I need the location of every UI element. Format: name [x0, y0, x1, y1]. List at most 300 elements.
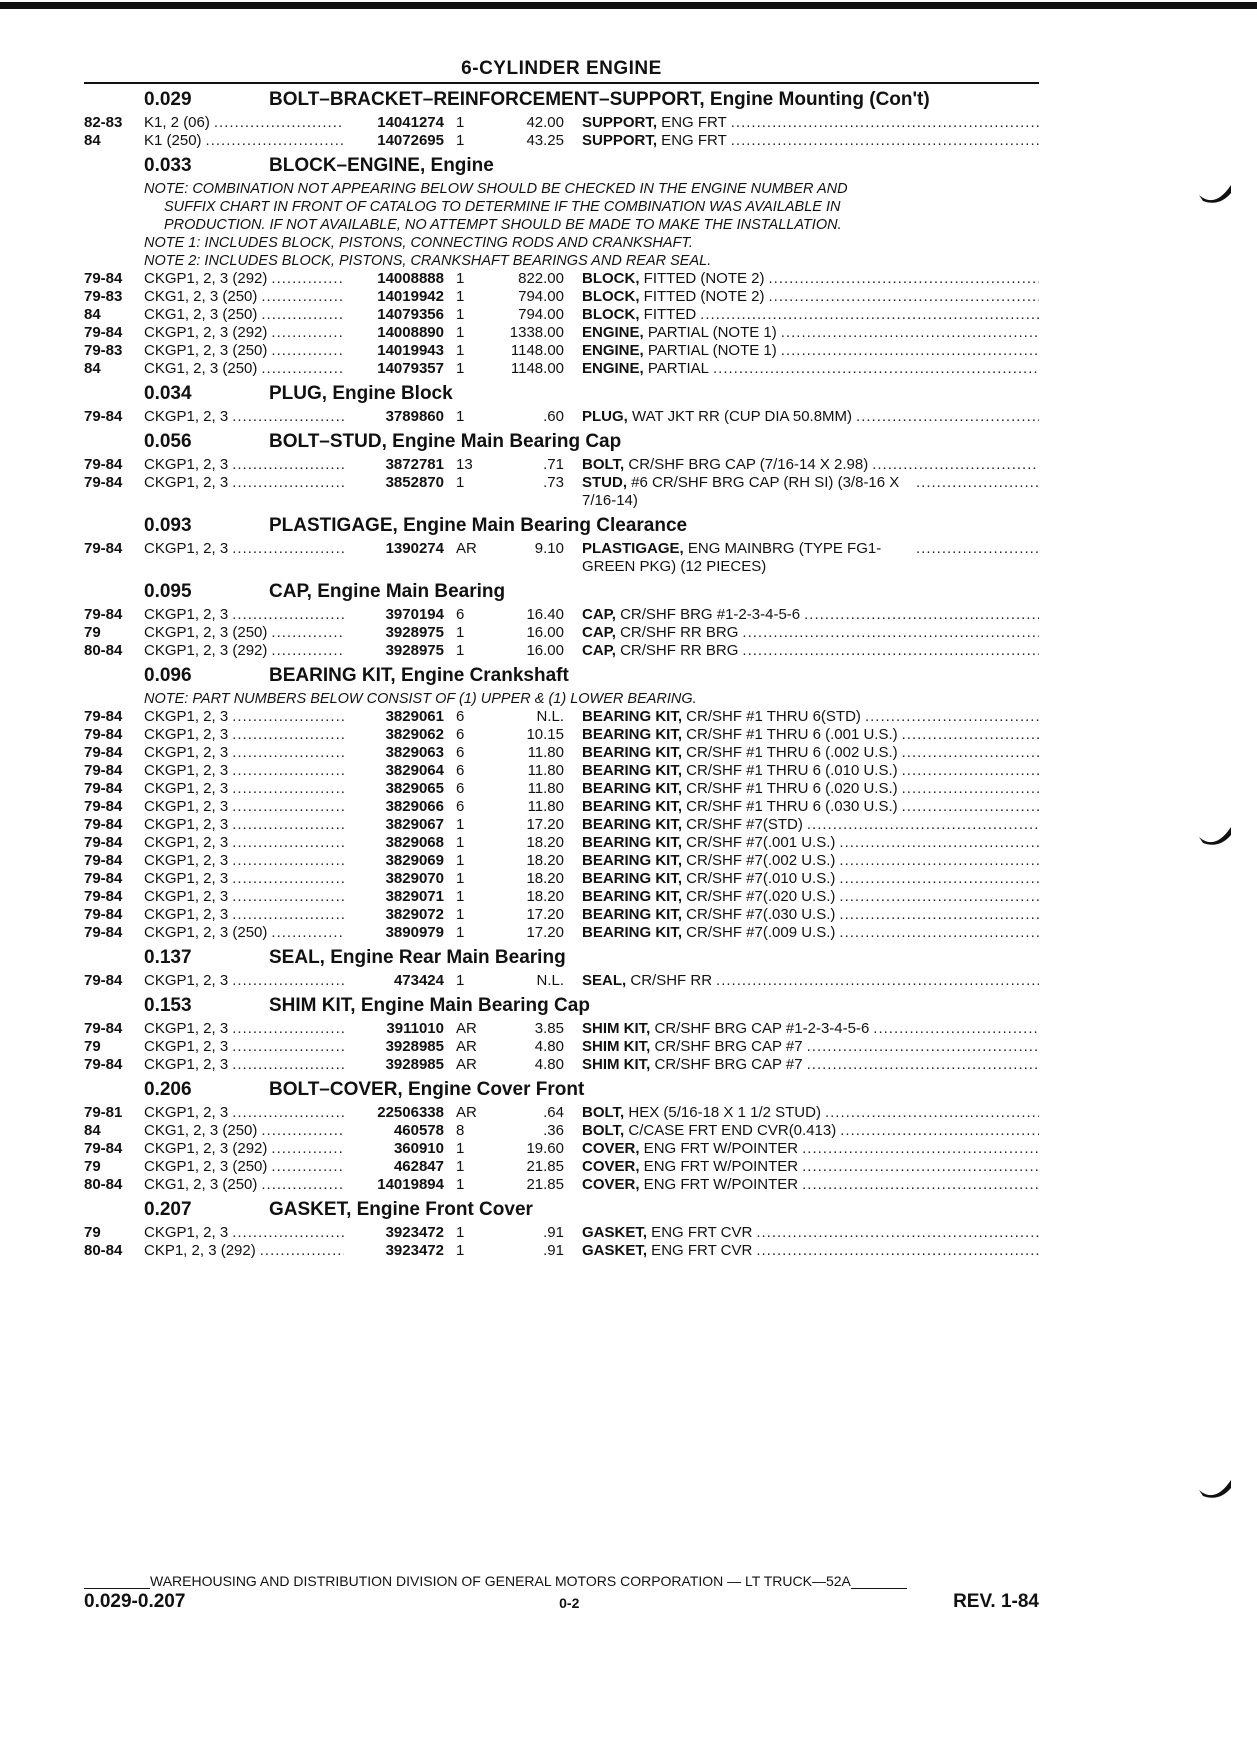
dot-leader: [869, 1020, 1039, 1038]
model-code: [144, 270, 344, 288]
description-detail: FITTED: [639, 306, 697, 323]
price: 18.20: [526, 888, 564, 905]
part-row: [84, 870, 1039, 888]
dot-leader: [267, 1158, 344, 1176]
description-detail: CR/SHF #7(.030 U.S.): [682, 906, 836, 923]
description-keyword: PLUG,: [582, 408, 628, 425]
dot-leader: [267, 270, 344, 288]
part-description: [564, 474, 1039, 510]
model-code-text: CKGP1, 2, 3: [144, 762, 229, 779]
model-code-text: CKGP1, 2, 3: [144, 708, 229, 725]
section-note: [84, 180, 1039, 270]
dot-leader: [228, 408, 344, 426]
section-heading: [84, 516, 1039, 536]
quantity: 1: [456, 624, 465, 641]
description-wrap: [582, 726, 1039, 744]
description-keyword: BEARING KIT,: [582, 924, 683, 941]
model-code-text: CKGP1, 2, 3: [144, 834, 229, 851]
description-wrap: [582, 456, 1039, 474]
description-text: [582, 798, 898, 816]
model-code-text: CKGP1, 2, 3: [144, 888, 229, 905]
dot-leader: [228, 456, 344, 474]
dot-leader: [898, 744, 1039, 762]
note-line: SUFFIX CHART IN FRONT OF CATALOG TO DETERMINE IF THE COMBINATION WAS AVAILABLE IN: [164, 199, 841, 215]
section-number: 0.056: [144, 431, 192, 452]
description-keyword: BOLT,: [582, 1122, 625, 1139]
model-year: 79-84: [84, 1056, 123, 1073]
price: 17.20: [526, 816, 564, 833]
description-detail: ENG FRT CVR: [647, 1242, 753, 1259]
model-code: [144, 852, 344, 870]
description-wrap: [582, 1242, 1039, 1260]
description-text: [582, 924, 835, 942]
part-description: [564, 342, 1039, 360]
dot-leader: [210, 114, 344, 132]
dot-leader: [228, 780, 344, 798]
description-detail: ENG MAINBRG (TYPE FG1-GREEN PKG) (12 PIECES): [582, 540, 882, 575]
description-text: [582, 1242, 752, 1260]
quantity: 1: [456, 132, 465, 149]
description-detail: CR/SHF BRG CAP #7: [650, 1056, 803, 1073]
dot-leader: [228, 1038, 344, 1056]
part-description: [564, 816, 1039, 834]
description-text: [582, 342, 777, 360]
dot-leader: [228, 726, 344, 744]
model-code: [144, 906, 344, 924]
description-text: [582, 762, 898, 780]
part-row: [84, 1242, 1039, 1260]
part-description: [564, 114, 1039, 132]
binder-clip-icon: [1197, 1478, 1233, 1500]
dot-leader: [835, 834, 1039, 852]
part-row: [84, 456, 1039, 474]
model-year: 79: [84, 1224, 101, 1241]
description-wrap: [582, 642, 1039, 660]
quantity: 1: [456, 342, 465, 359]
description-text: [582, 972, 712, 990]
description-text: [582, 1020, 869, 1038]
model-code-text: CKG1, 2, 3 (250): [144, 1176, 258, 1193]
section-heading: [84, 996, 1039, 1016]
part-number: 3829071: [385, 888, 444, 905]
part-description: [564, 1176, 1039, 1194]
description-text: [582, 606, 800, 624]
catalog-section: [84, 1200, 1039, 1260]
dot-leader: [835, 924, 1039, 942]
dot-leader: [257, 1176, 344, 1194]
description-detail: CR/SHF #7(.002 U.S.): [682, 852, 836, 869]
description-text: [582, 816, 803, 834]
part-number: 3829070: [385, 870, 444, 887]
model-year: 79: [84, 1158, 101, 1175]
description-keyword: BEARING KIT,: [582, 906, 683, 923]
part-row: [84, 474, 1039, 510]
section-number: 0.153: [144, 995, 192, 1016]
section-title: BOLT–COVER, Engine Cover Front: [269, 1079, 585, 1100]
model-year: 79-84: [84, 852, 123, 869]
quantity: 1: [456, 474, 465, 491]
section-title: BEARING KIT, Engine Crankshaft: [269, 665, 569, 686]
part-description: [564, 270, 1039, 288]
price: 794.00: [518, 306, 564, 323]
description-keyword: BOLT,: [582, 456, 625, 473]
part-number: 14019942: [377, 288, 444, 305]
part-number: 3890979: [385, 924, 444, 941]
description-keyword: COVER,: [582, 1158, 640, 1175]
part-row: [84, 270, 1039, 288]
model-code: [144, 324, 344, 342]
description-detail: CR/SHF #1 THRU 6(STD): [682, 708, 861, 725]
description-text: [582, 456, 868, 474]
dot-leader: [257, 1122, 344, 1140]
description-keyword: COVER,: [582, 1176, 640, 1193]
part-row: [84, 744, 1039, 762]
part-description: [564, 870, 1039, 888]
price: .91: [543, 1242, 564, 1259]
model-code-text: CKGP1, 2, 3 (292): [144, 270, 268, 287]
model-code-text: CKG1, 2, 3 (250): [144, 1122, 258, 1139]
description-detail: CR/SHF #7(STD): [682, 816, 803, 833]
model-code: [144, 1242, 344, 1260]
part-description: [564, 726, 1039, 744]
dot-leader: [228, 798, 344, 816]
model-year: 79-84: [84, 474, 123, 491]
model-year: 79-84: [84, 1020, 123, 1037]
description-detail: CR/SHF #7(.010 U.S.): [682, 870, 836, 887]
model-year: 79-84: [84, 456, 123, 473]
price: 16.40: [526, 606, 564, 623]
catalog-section: [84, 156, 1039, 378]
price: 1148.00: [510, 342, 564, 359]
top-border-rule: [0, 2, 1257, 9]
section-title: BLOCK–ENGINE, Engine: [269, 155, 494, 176]
dot-leader: [202, 132, 344, 150]
part-row: [84, 324, 1039, 342]
description-text: [582, 744, 898, 762]
description-keyword: BEARING KIT,: [582, 780, 683, 797]
part-number: 14019943: [377, 342, 444, 359]
model-code: [144, 456, 344, 474]
price: 18.20: [526, 834, 564, 851]
part-row: [84, 114, 1039, 132]
price: 4.80: [534, 1056, 564, 1073]
dot-leader: [912, 474, 1039, 510]
model-year: 79-84: [84, 780, 123, 797]
description-keyword: CAP,: [582, 624, 616, 641]
model-code-text: CKGP1, 2, 3: [144, 816, 229, 833]
dot-leader: [228, 834, 344, 852]
dot-leader: [228, 1224, 344, 1242]
model-code: [144, 1104, 344, 1122]
description-keyword: BEARING KIT,: [582, 726, 683, 743]
price: 9.10: [534, 540, 564, 557]
description-keyword: BEARING KIT,: [582, 816, 683, 833]
description-wrap: [582, 870, 1039, 888]
price: N.L.: [536, 708, 564, 725]
model-year: 79-84: [84, 798, 123, 815]
price: .91: [543, 1224, 564, 1241]
part-number: 14041274: [377, 114, 444, 131]
section-heading: [84, 1080, 1039, 1100]
dot-leader: [803, 1038, 1039, 1056]
dot-leader: [800, 606, 1039, 624]
description-text: [582, 1122, 836, 1140]
dot-leader: [727, 132, 1039, 150]
part-description: [564, 762, 1039, 780]
dot-leader: [752, 1224, 1039, 1242]
quantity: 1: [456, 888, 465, 905]
quantity: 8: [456, 1122, 465, 1139]
model-code: [144, 642, 344, 660]
model-code: [144, 624, 344, 642]
dot-leader: [835, 906, 1039, 924]
dot-leader: [738, 624, 1039, 642]
part-number: 3970194: [385, 606, 444, 623]
description-text: [582, 324, 777, 342]
dot-leader: [835, 870, 1039, 888]
description-keyword: BEARING KIT,: [582, 888, 683, 905]
part-number: 3829072: [385, 906, 444, 923]
footer-page-number: 0-2: [559, 1595, 580, 1611]
description-keyword: COVER,: [582, 1140, 640, 1157]
part-description: [564, 360, 1039, 378]
description-keyword: ENGINE,: [582, 342, 644, 359]
part-number: 3852870: [385, 474, 444, 491]
description-text: [582, 360, 709, 378]
part-row: [84, 1104, 1039, 1122]
part-number: 3923472: [385, 1242, 444, 1259]
description-wrap: [582, 1224, 1039, 1242]
dot-leader: [709, 360, 1039, 378]
model-code: [144, 780, 344, 798]
description-detail: CR/SHF RR BRG: [615, 642, 739, 659]
description-text: [582, 780, 898, 798]
catalog-section: [84, 582, 1039, 660]
description-wrap: [582, 888, 1039, 906]
catalog-section: [84, 384, 1039, 426]
price: 42.00: [526, 114, 564, 131]
part-number: 14079357: [377, 360, 444, 377]
description-wrap: [582, 288, 1039, 306]
model-year: 79-84: [84, 870, 123, 887]
description-text: [582, 1140, 798, 1158]
section-title: BOLT–BRACKET–REINFORCEMENT–SUPPORT, Engine Mounting (Con't): [269, 89, 930, 110]
dot-leader: [228, 474, 344, 510]
description-detail: ENG FRT: [657, 132, 727, 149]
description-detail: FITTED (NOTE 2): [639, 288, 765, 305]
dot-leader: [712, 972, 1039, 990]
model-code: [144, 360, 344, 378]
model-code-text: K1 (250): [144, 132, 202, 149]
section-number: 0.029: [144, 89, 192, 110]
model-year: 79-84: [84, 1140, 123, 1157]
dot-leader: [798, 1158, 1039, 1176]
quantity: 6: [456, 762, 465, 779]
description-wrap: [582, 624, 1039, 642]
section-number: 0.096: [144, 665, 192, 686]
catalog-section: [84, 996, 1039, 1074]
catalog-section: [84, 432, 1039, 510]
description-text: [582, 288, 765, 306]
quantity: AR: [456, 1038, 477, 1055]
model-year: 80-84: [84, 642, 123, 659]
part-description: [564, 888, 1039, 906]
description-wrap: [582, 708, 1039, 726]
description-text: [582, 1104, 821, 1122]
section-number: 0.137: [144, 947, 192, 968]
part-number: 473424: [393, 972, 444, 989]
model-code-text: CKGP1, 2, 3: [144, 780, 229, 797]
description-keyword: ENGINE,: [582, 324, 644, 341]
quantity: 1: [456, 972, 465, 989]
dot-leader: [228, 852, 344, 870]
description-detail: C/CASE FRT END CVR(0.413): [624, 1122, 837, 1139]
description-keyword: BOLT,: [582, 1104, 625, 1121]
quantity: 6: [456, 798, 465, 815]
description-wrap: [582, 474, 1039, 510]
dot-leader: [798, 1140, 1039, 1158]
description-keyword: BEARING KIT,: [582, 834, 683, 851]
part-description: [564, 288, 1039, 306]
part-number: 3928985: [385, 1056, 444, 1073]
model-year: 84: [84, 132, 101, 149]
part-row: [84, 1056, 1039, 1074]
description-wrap: [582, 306, 1039, 324]
model-year: 79-83: [84, 288, 123, 305]
part-row: [84, 1122, 1039, 1140]
section-title: SEAL, Engine Rear Main Bearing: [269, 947, 566, 968]
footer-division-text: WAREHOUSING AND DISTRIBUTION DIVISION OF GENERAL MOTORS CORPORATION — LT TRUCK—52A: [150, 1573, 851, 1589]
model-code: [144, 132, 344, 150]
part-number: 3789860: [385, 408, 444, 425]
description-detail: ENG FRT: [657, 114, 727, 131]
description-text: [582, 624, 738, 642]
part-description: [564, 606, 1039, 624]
description-wrap: [582, 924, 1039, 942]
model-code-text: CKGP1, 2, 3: [144, 852, 229, 869]
model-code: [144, 1140, 344, 1158]
part-number: 3911010: [386, 1020, 444, 1037]
dot-leader: [228, 906, 344, 924]
quantity: 1: [456, 834, 465, 851]
description-detail: CR/SHF #1 THRU 6 (.001 U.S.): [682, 726, 898, 743]
dot-leader: [228, 1020, 344, 1038]
title-rule: [84, 82, 1039, 84]
price: 17.20: [526, 924, 564, 941]
binder-clip-icon: [1197, 183, 1233, 205]
model-code-text: CKGP1, 2, 3: [144, 870, 229, 887]
quantity: 6: [456, 606, 465, 623]
description-detail: ENG FRT W/POINTER: [639, 1158, 799, 1175]
model-code-text: CKGP1, 2, 3: [144, 540, 229, 557]
model-code: [144, 762, 344, 780]
description-wrap: [582, 762, 1039, 780]
dot-leader: [228, 972, 344, 990]
dot-leader: [267, 924, 344, 942]
dot-leader: [798, 1176, 1039, 1194]
part-description: [564, 1056, 1039, 1074]
model-year: 79-84: [84, 324, 123, 341]
dot-leader: [727, 114, 1039, 132]
part-row: [84, 1140, 1039, 1158]
model-year: 79-84: [84, 972, 123, 989]
quantity: 1: [456, 1158, 465, 1175]
model-year: 79-84: [84, 906, 123, 923]
part-number: 3923472: [385, 1224, 444, 1241]
description-keyword: GASKET,: [582, 1242, 648, 1259]
model-code: [144, 816, 344, 834]
part-number: 3928975: [385, 642, 444, 659]
part-description: [564, 834, 1039, 852]
description-detail: FITTED (NOTE 2): [639, 270, 765, 287]
quantity: 6: [456, 744, 465, 761]
model-year: 79-84: [84, 540, 123, 557]
part-row: [84, 1176, 1039, 1194]
description-keyword: BLOCK,: [582, 270, 640, 287]
description-detail: CR/SHF #1 THRU 6 (.030 U.S.): [682, 798, 898, 815]
dot-leader: [256, 1242, 344, 1260]
description-detail: ENG FRT W/POINTER: [639, 1176, 799, 1193]
description-text: [582, 1176, 798, 1194]
description-text: [582, 834, 835, 852]
description-text: [582, 852, 835, 870]
part-description: [564, 972, 1039, 990]
part-description: [564, 306, 1039, 324]
dot-leader: [228, 870, 344, 888]
section-title: CAP, Engine Main Bearing: [269, 581, 506, 602]
description-detail: HEX (5/16-18 X 1 1/2 STUD): [624, 1104, 821, 1121]
part-description: [564, 744, 1039, 762]
price: .64: [543, 1104, 564, 1121]
description-keyword: SHIM KIT,: [582, 1056, 651, 1073]
part-description: [564, 708, 1039, 726]
description-detail: CR/SHF #1 THRU 6 (.020 U.S.): [682, 780, 898, 797]
model-code: [144, 114, 344, 132]
note-line: NOTE 1: INCLUDES BLOCK, PISTONS, CONNECTING RODS AND CRANKSHAFT.: [144, 235, 693, 251]
part-row: [84, 606, 1039, 624]
quantity: AR: [456, 540, 477, 557]
part-row: [84, 342, 1039, 360]
description-detail: WAT JKT RR (CUP DIA 50.8MM): [627, 408, 853, 425]
model-code: [144, 744, 344, 762]
part-number: 3829065: [385, 780, 444, 797]
part-row: [84, 762, 1039, 780]
description-keyword: BEARING KIT,: [582, 798, 683, 815]
part-row: [84, 708, 1039, 726]
section-title: SHIM KIT, Engine Main Bearing Cap: [269, 995, 590, 1016]
description-detail: CR/SHF BRG #1-2-3-4-5-6: [615, 606, 801, 623]
dot-leader: [228, 888, 344, 906]
part-row: [84, 642, 1039, 660]
page-title: 6-CYLINDER ENGINE: [461, 58, 662, 79]
model-code-text: CKGP1, 2, 3: [144, 1224, 229, 1241]
part-description: [564, 540, 1039, 576]
description-keyword: BEARING KIT,: [582, 762, 683, 779]
model-year: 79-84: [84, 606, 123, 623]
part-number: 3829061: [385, 708, 444, 725]
price: 11.80: [527, 780, 564, 797]
section-heading: [84, 666, 1039, 686]
description-text: [582, 708, 861, 726]
description-wrap: [582, 270, 1039, 288]
model-year: 79-81: [84, 1104, 123, 1121]
price: .73: [543, 474, 564, 491]
dot-leader: [835, 852, 1039, 870]
note-line: NOTE: COMBINATION NOT APPEARING BELOW SHOULD BE CHECKED IN THE ENGINE NUMBER AND: [144, 181, 848, 197]
part-number: 3829069: [385, 852, 444, 869]
model-code: [144, 834, 344, 852]
model-year: 79-84: [84, 834, 123, 851]
